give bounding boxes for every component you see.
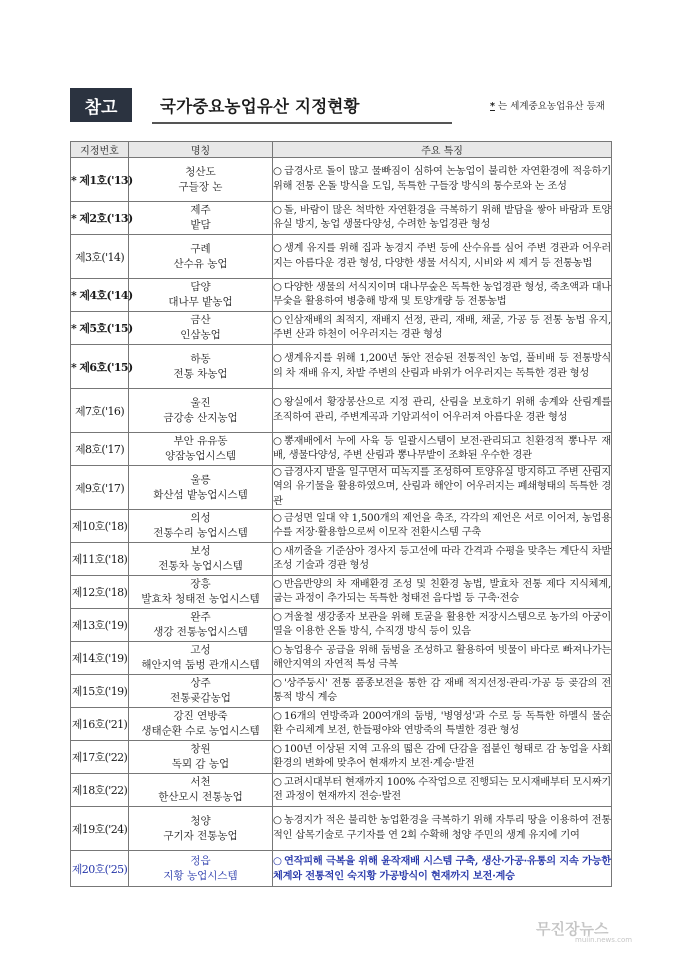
features-text: 왕실에서 황장봉산으로 지정 관리, 산림을 보호하기 위해 송계와 산림계를 조직하여 관리, 주변계곡과 기암괴석이 어우러져 아름다운 경관 형성	[273, 397, 611, 423]
bullet-icon: ○	[273, 243, 282, 255]
bullet-icon: ○	[273, 815, 282, 827]
heritage-name-title: 밭담	[190, 219, 211, 231]
features-text: 고려시대부터 현재까지 100% 수작업으로 진행되는 모시재배부터 모시짜기 전 과정이 현재까지 전승·발전	[273, 776, 611, 802]
heritage-name-region: 창원	[190, 743, 211, 755]
heritage-features	[273, 158, 612, 202]
table-row	[71, 510, 612, 543]
table-row	[71, 202, 612, 235]
reference-tag: 참고	[70, 88, 132, 122]
heritage-name	[129, 576, 273, 609]
features-text: 100년 이상된 지역 고유의 떫은 감에 단감을 접붙인 형태로 감 농업을 사회 환경의 변화에 맞추어 현재까지 보전·계승·발전	[273, 743, 611, 769]
table-row	[71, 279, 612, 312]
page-header	[70, 88, 610, 122]
bullet-icon: ○	[273, 776, 282, 788]
heritage-features	[273, 389, 612, 433]
features-text: 다양한 생물의 서식지이며 대나무숲은 독특한 농업경관 형성, 죽초액과 대나무숯을 활용하여 병충해 방재 및 토양개량 등 전통농법	[273, 281, 611, 307]
features-text: 연작피해 극복을 위해 윤작재배 시스템 구축, 생산·가공·유통의 지속 가능한 체계와 전통적인 숙지황 가공방식이 현재까지 보전·계승	[273, 855, 611, 882]
table-row	[71, 774, 612, 807]
designation-number: 제3호('14)	[71, 235, 129, 279]
bullet-icon: ○	[273, 166, 282, 178]
heritage-name	[129, 851, 273, 887]
designation-number: 제12호('18)	[71, 576, 129, 609]
designation-number: * 제6호('15)	[71, 345, 129, 389]
heritage-name-region: 정읍	[190, 854, 211, 867]
bullet-icon: ○	[273, 644, 282, 656]
heritage-name-region: 울진	[190, 396, 211, 409]
heritage-features	[273, 312, 612, 345]
heritage-name	[129, 279, 273, 312]
heritage-name-title: 해안지역 둠벙 관개시스템	[141, 659, 260, 671]
heritage-features	[273, 510, 612, 543]
designation-number: 제10호('18)	[71, 510, 129, 543]
heritage-name-title: 독뫼 감 농업	[171, 758, 230, 770]
heritage-name-region: 청양	[190, 814, 211, 827]
heritage-name-region: 고성	[190, 644, 211, 656]
bullet-icon: ○	[273, 710, 282, 722]
bullet-icon: ○	[273, 512, 282, 524]
heritage-name-region: 부안 유유동	[173, 435, 228, 447]
heritage-name	[129, 741, 273, 774]
heritage-features	[273, 279, 612, 312]
heritage-name-region: 장흥	[190, 578, 211, 590]
heritage-name	[129, 510, 273, 543]
designation-number: 제14호('19)	[71, 642, 129, 675]
features-text: 16개의 연방죽과 200여개의 둠벙, '병영성'과 수로 등 독특한 하멜식 물순환 수리체계 보전, 한들평야와 연방죽의 특별한 경관 형성	[273, 710, 611, 736]
bullet-icon: ○	[273, 467, 282, 479]
heritage-features	[273, 345, 612, 389]
bullet-icon: ○	[273, 435, 282, 447]
heritage-name-title: 양잠농업시스템	[164, 450, 236, 462]
table-row	[71, 851, 612, 887]
bullet-icon: ○	[273, 611, 282, 623]
features-text: 뽕재배에서 누에 사육 등 일괄시스템이 보전·관리되고 친환경적 뽕나무 재배, 생물다양성, 주변 산림과 뽕나무밭이 조화된 우수한 경관	[273, 435, 611, 461]
heritage-features	[273, 576, 612, 609]
heritage-name-region: 보성	[190, 545, 211, 557]
heritage-name-region: 제주	[190, 204, 211, 216]
heritage-name-title: 한산모시 전통농업	[158, 791, 243, 803]
table-row	[71, 312, 612, 345]
features-text: 생계 유지를 위해 집과 농경지 주변 등에 산수유를 심어 주변 경관과 어우러지는 아름다운 경관 형성, 다양한 생물 서식지, 시비와 씨 제거 등 전통농법	[273, 243, 611, 269]
column-header-number: 지정번호	[71, 142, 129, 158]
table-row	[71, 741, 612, 774]
bullet-icon: ○	[273, 314, 282, 326]
heritage-name-title: 전통곶감농업	[170, 692, 231, 704]
bullet-icon: ○	[273, 743, 282, 755]
heritage-name-region: 하동	[190, 352, 211, 365]
features-text: 농경지가 적은 불리한 농업환경을 극복하기 위해 자투리 땅을 이용하여 전통적인 삽목기술로 구기자를 연 2회 수확해 청양 주민의 생계 유지에 기여	[273, 815, 611, 841]
heritage-name-title: 전통수리 농업시스템	[153, 527, 248, 539]
heritage-name-title: 대나무 밭농업	[168, 296, 233, 308]
heritage-name	[129, 774, 273, 807]
heritage-name	[129, 345, 273, 389]
page-title: 국가중요농업유산 지정현황	[160, 97, 360, 116]
heritage-features	[273, 235, 612, 279]
designation-number: 제20호('25)	[71, 851, 129, 887]
heritage-name-title: 금강송 산지농업	[163, 411, 238, 424]
heritage-name	[129, 235, 273, 279]
heritage-name	[129, 642, 273, 675]
column-header-features: 주요 특징	[273, 142, 612, 158]
heritage-name-region: 담양	[190, 281, 211, 293]
legend-note	[490, 98, 605, 112]
heritage-name	[129, 543, 273, 576]
features-text: 돌, 바람이 많은 척박한 자연환경을 극복하기 위해 밭담을 쌓아 바람과 토양유실 방지, 농업 생물다양성, 수려한 농업경관 형성	[273, 204, 611, 230]
heritage-name-region: 서천	[190, 776, 211, 788]
heritage-features	[273, 433, 612, 466]
heritage-name-title: 발효차 청태전 농업시스템	[141, 593, 260, 605]
designation-number: 제13호('19)	[71, 609, 129, 642]
heritage-name-title: 구기자 전통농업	[163, 829, 238, 842]
table-row	[71, 158, 612, 202]
heritage-name-title: 생태순환 수로 농업시스템	[141, 725, 260, 737]
heritage-name-title: 인삼농업	[180, 329, 221, 341]
designation-number: 제7호('16)	[71, 389, 129, 433]
heritage-name-region: 완주	[190, 611, 211, 623]
heritage-features	[273, 609, 612, 642]
designation-number: 제15호('19)	[71, 675, 129, 708]
bullet-icon: ○	[273, 677, 282, 689]
designation-number: * 제2호('13)	[71, 202, 129, 235]
features-text: 새끼줄을 기준삼아 경사지 등고선에 따라 간격과 수평을 맞추는 계단식 차밭 조성 기술과 경관 형성	[273, 545, 611, 571]
legend-text: 는 세계중요농업유산 등재	[498, 101, 605, 112]
heritage-features	[273, 642, 612, 675]
features-text: 농업용수 공급을 위해 둠벙을 조성하고 활용하여 빗물이 바다로 빠져나가는 해안지역의 자연적 특성 극복	[273, 644, 611, 670]
features-text: 생계유지를 위해 1,200년 동안 전승된 전통적인 농업, 풀비배 등 전통방식의 차 재배 유지, 차밭 주변의 산림과 바위가 어우러지는 독특한 경관 형성	[273, 353, 611, 379]
table-row	[71, 708, 612, 741]
heritage-name-title: 생강 전통농업시스템	[153, 626, 248, 638]
heritage-name	[129, 433, 273, 466]
designation-number: 제11호('18)	[71, 543, 129, 576]
heritage-name-title: 전통 차농업	[173, 367, 228, 380]
table-header-row	[71, 142, 612, 158]
bullet-icon: ○	[273, 855, 282, 868]
table-row	[71, 235, 612, 279]
table-row	[71, 807, 612, 851]
heritage-table	[70, 141, 612, 887]
features-text: 금성면 일대 약 1,500개의 제언을 축조, 각각의 제언은 서로 이어져, 농업용수를 저장·활용함으로써 이모작 전환시스템 구축	[273, 512, 611, 538]
heritage-name-region: 울릉	[190, 473, 211, 486]
heritage-features	[273, 774, 612, 807]
heritage-name	[129, 466, 273, 510]
table-row	[71, 609, 612, 642]
table-row	[71, 466, 612, 510]
watermark-url: muiin.news.com	[575, 936, 633, 944]
heritage-features	[273, 202, 612, 235]
heritage-features	[273, 675, 612, 708]
heritage-name	[129, 158, 273, 202]
designation-number: 제9호('17)	[71, 466, 129, 510]
heritage-name	[129, 609, 273, 642]
heritage-features	[273, 708, 612, 741]
title-underline	[152, 88, 452, 124]
bullet-icon: ○	[273, 281, 282, 293]
heritage-features	[273, 466, 612, 510]
designation-number: 제8호('17)	[71, 433, 129, 466]
heritage-name	[129, 708, 273, 741]
features-text: 급경사지 밭을 일구면서 띠녹지를 조성하여 토양유실 방지하고 주변 산림지역의 유기물을 활용하였으며, 산림과 해안이 어우러지는 폐쇄형태의 독특한 경관	[273, 467, 611, 507]
table-row	[71, 543, 612, 576]
designation-number: 제16호('21)	[71, 708, 129, 741]
table-row	[71, 642, 612, 675]
heritage-name	[129, 807, 273, 851]
table-row	[71, 433, 612, 466]
heritage-name-title: 지황 농업시스템	[163, 869, 238, 882]
table-row	[71, 345, 612, 389]
features-text: 인삼재배의 최적지, 재배지 선정, 관리, 재배, 채굴, 가공 등 전통 농법 유지, 주변 산과 하천이 어우러지는 경관 형성	[273, 314, 611, 340]
heritage-name-title: 산수유 농업	[173, 257, 228, 270]
column-header-name: 명칭	[129, 142, 273, 158]
features-text: 급경사로 돌이 많고 물빠짐이 심하여 논농업이 불리한 자연환경에 적응하기 위해 전통 온돌 방식을 도입, 독특한 구들장 방식의 통수로와 논 조성	[273, 166, 611, 192]
features-text: '상주둥시' 전통 품종보전을 통한 감 재배 적지선정·관리·가공 등 곶감의 전통적 방식 계승	[273, 677, 611, 703]
table-row	[71, 389, 612, 433]
heritage-name-region: 구례	[190, 242, 211, 255]
watermark-logo: 무진장뉴스	[536, 920, 609, 938]
heritage-name	[129, 389, 273, 433]
heritage-features	[273, 741, 612, 774]
heritage-name-title: 화산섬 밭농업시스템	[153, 488, 248, 501]
bullet-icon: ○	[273, 397, 282, 409]
legend-star: *	[490, 101, 495, 112]
heritage-features	[273, 851, 612, 887]
heritage-name-title: 구들장 논	[178, 180, 223, 193]
heritage-name	[129, 202, 273, 235]
heritage-features	[273, 807, 612, 851]
bullet-icon: ○	[273, 353, 282, 365]
features-text: 반음반양의 차 재배환경 조성 및 친환경 농법, 발효차 전통 제다 지식체계, 굽는 과정이 추가되는 독특한 청태전 음다법 등 구축·전승	[273, 578, 611, 604]
designation-number: * 제4호('14)	[71, 279, 129, 312]
table-row	[71, 576, 612, 609]
heritage-name-title: 전통차 농업시스템	[158, 560, 243, 572]
bullet-icon: ○	[273, 204, 282, 216]
heritage-name-region: 금산	[190, 314, 211, 326]
designation-number: 제17호('22)	[71, 741, 129, 774]
bullet-icon: ○	[273, 578, 282, 590]
designation-number: * 제5호('15)	[71, 312, 129, 345]
heritage-name-region: 강진 연방죽	[173, 710, 228, 722]
designation-number: 제18호('22)	[71, 774, 129, 807]
heritage-name-region: 상주	[190, 677, 211, 689]
designation-number: * 제1호('13)	[71, 158, 129, 202]
heritage-name	[129, 675, 273, 708]
heritage-name	[129, 312, 273, 345]
heritage-name-region: 의성	[190, 512, 211, 524]
heritage-name-region: 청산도	[185, 165, 216, 178]
heritage-features	[273, 543, 612, 576]
bullet-icon: ○	[273, 545, 282, 557]
features-text: 겨울철 생강종자 보관을 위해 토굴을 활용한 저장시스템으로 농가의 아궁이 열을 이용한 온돌 방식, 수직갱 방식 등이 있음	[273, 611, 611, 637]
designation-number: 제19호('24)	[71, 807, 129, 851]
table-row	[71, 675, 612, 708]
